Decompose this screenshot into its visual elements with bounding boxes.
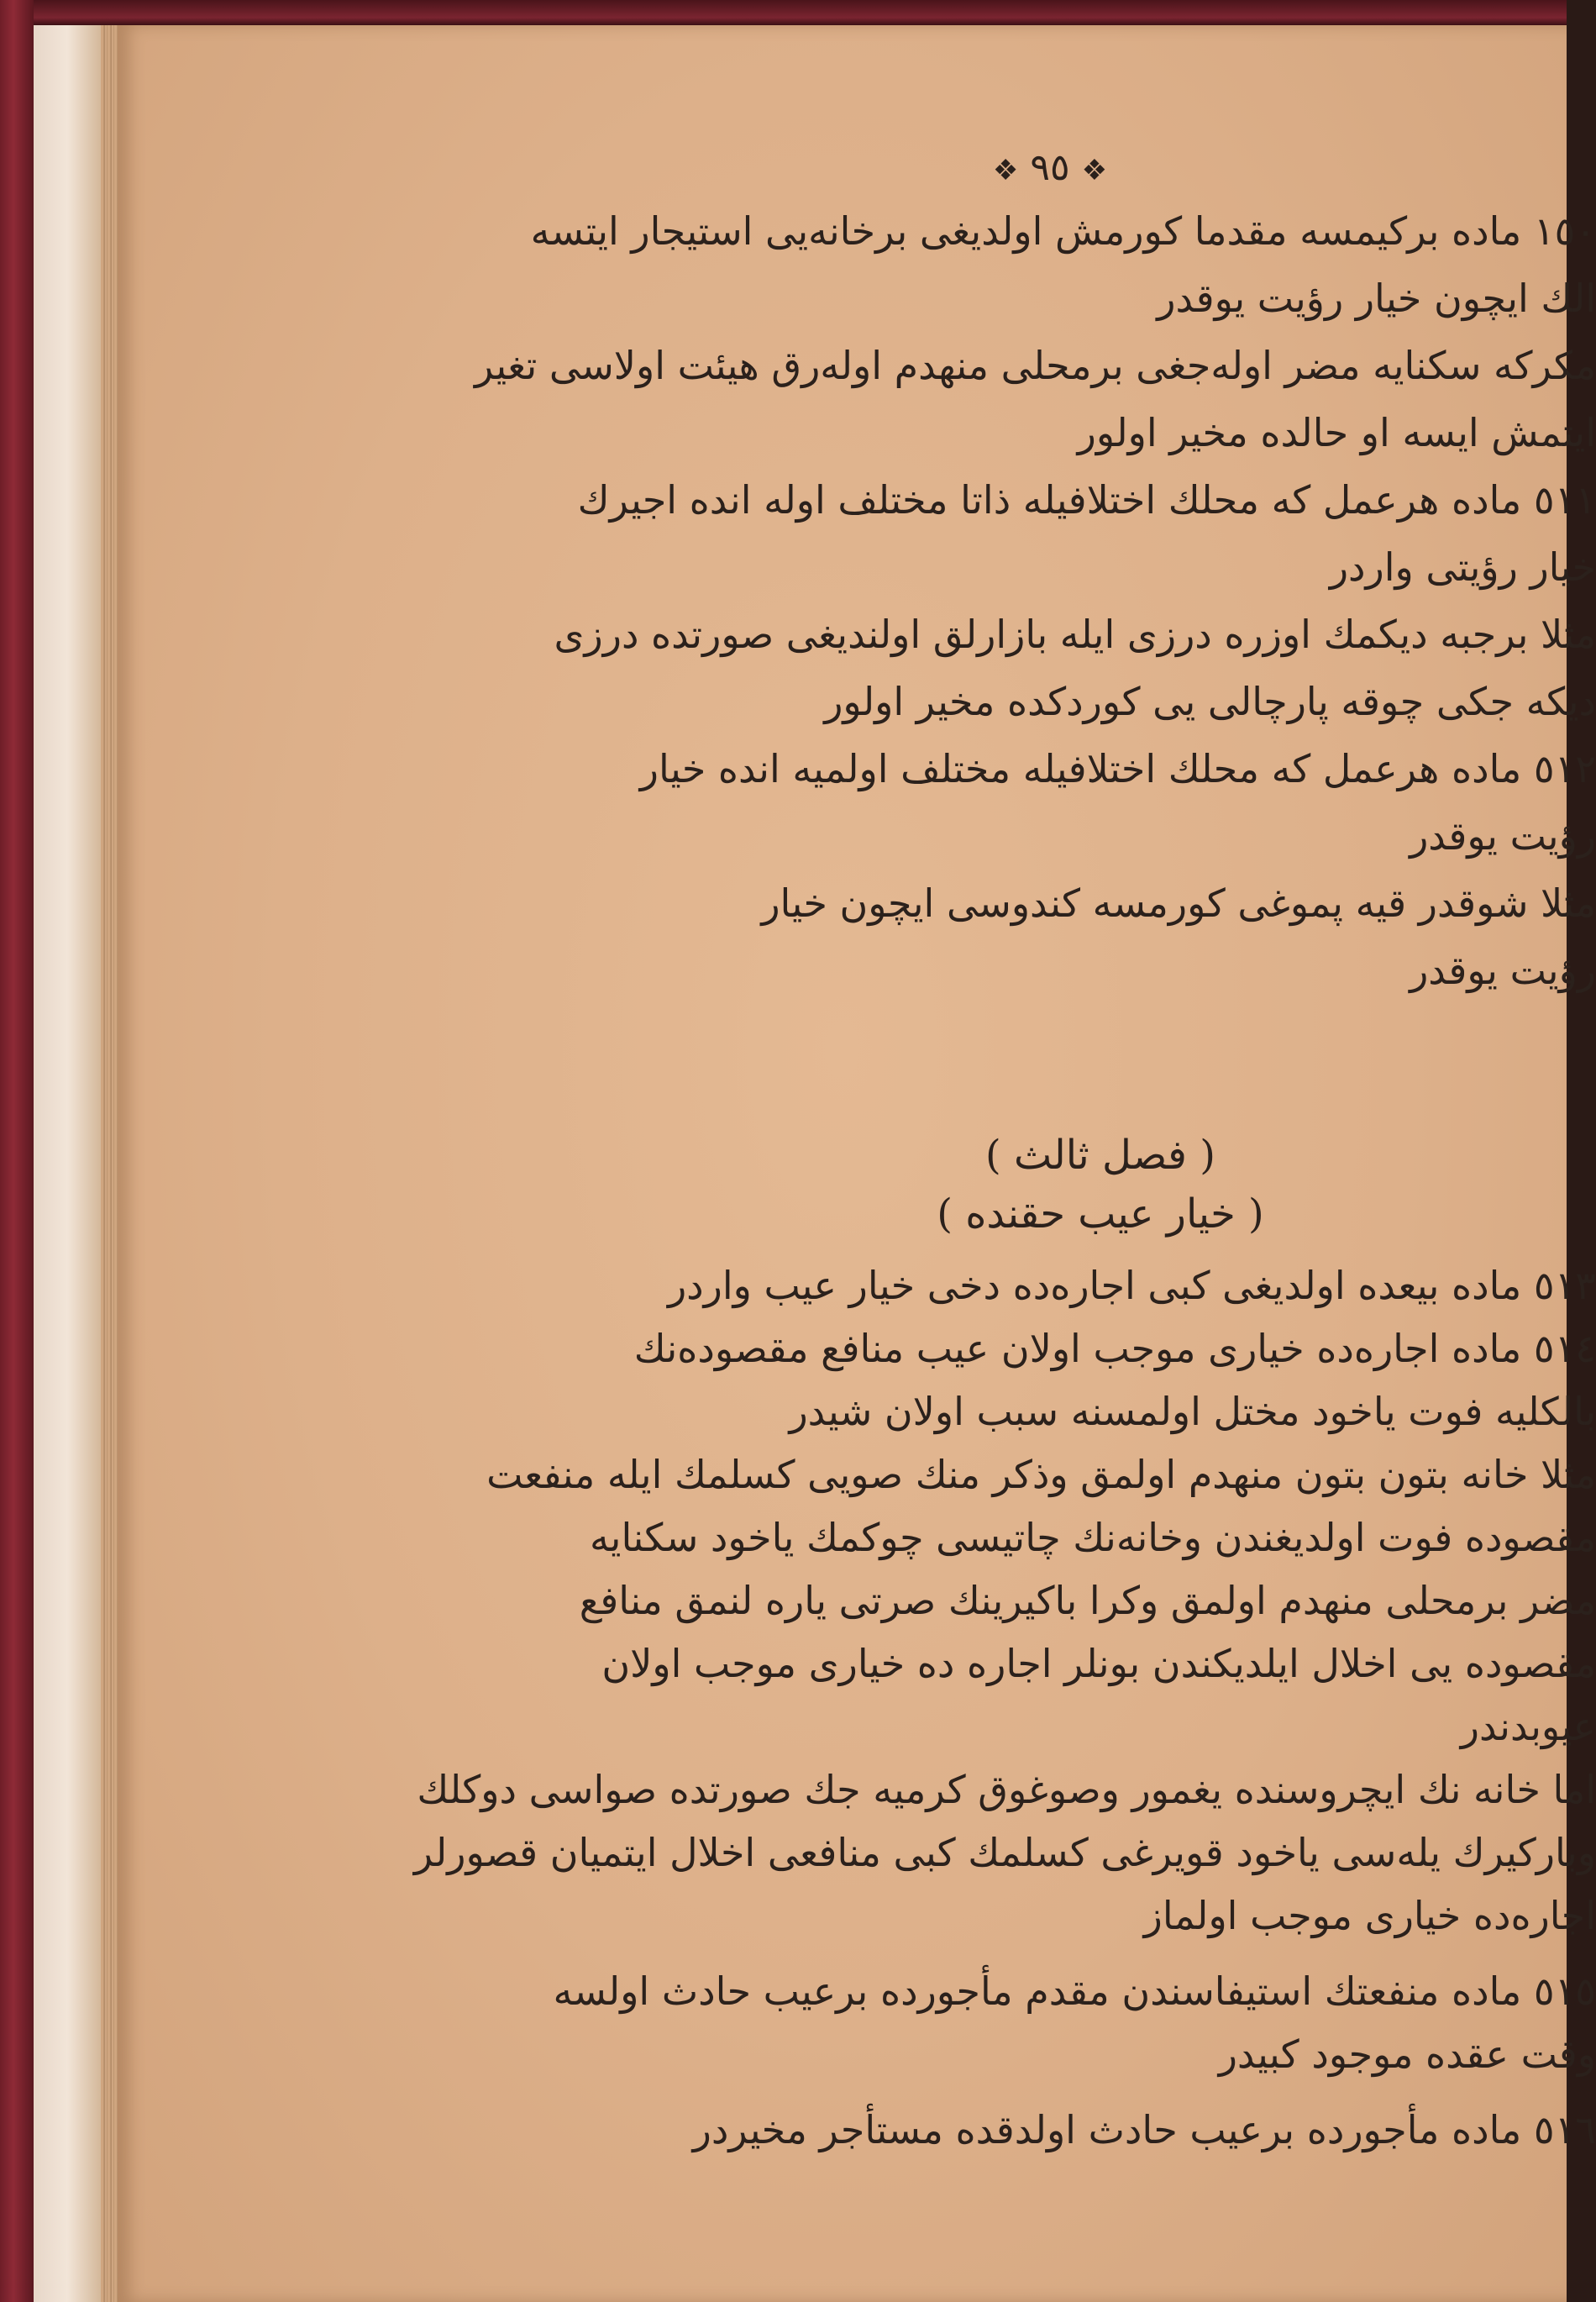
text-line: وباركيرك يله‌سى ياخود قويرغى كسلمك كبى منافعى اخلال ايتميان قصورلر <box>413 1830 1596 1875</box>
text-line: ديكه جكى چوقه پارچالى يى كوردكده مخير اولور <box>824 679 1596 724</box>
text-line: ٥١٥ ماده منفعتك استيفاسندن مقدم مأجورده برعيب حادث اولسه <box>553 1968 1596 2014</box>
text-line: ٥١٢ ماده هرعمل كه محلك اختلافيله مختلف اولميه انده خيار <box>639 746 1596 791</box>
ornament-icon: ❖ <box>1081 153 1108 187</box>
section-subtitle: ( خيار عيب حقنده ) <box>937 1190 1264 1238</box>
text-line: مكركه سكنايه مضر اوله‌جغى برمحلى منهدم اوله‌رق هيئت اولاسى تغير <box>474 343 1596 388</box>
facing-page-edge <box>34 25 101 2302</box>
text-line: مثلا برجبه ديكمك اوزره درزى ايله بازارلق اولنديغى صورتده درزى <box>554 612 1596 657</box>
text-line: عيوبدندر <box>1460 1704 1596 1749</box>
section-title: ( فصل ثالث ) <box>985 1132 1215 1179</box>
text-line: مقصوده فوت اولديغندن وخانه‌نك چاتيسى چوكمك ياخود سكنايه <box>590 1515 1596 1560</box>
text-line: خيار رؤيتى واردر <box>1329 544 1596 590</box>
text-line: ٥١٦ ماده مأجورده برعيب حادث اولدقده مستأجر مخيردر <box>692 2107 1596 2152</box>
text-line: وقت عقده موجود كبيدر <box>1218 2031 1596 2077</box>
text-line: مثلا شوقدر قيه پموغى كورمسه كندوسى ايچون خيار <box>761 880 1596 926</box>
book-binding-spine <box>0 0 34 2302</box>
text-line: ٥١١ ماده هرعمل كه محلك اختلافيله ذاتا مختلف اوله انده اجيرك <box>577 477 1596 523</box>
text-line: اما خانه نك ايچروسنده يغمور وصوغوق كرميه جك صورتده صواسى دوكلك <box>417 1767 1596 1812</box>
ornament-icon: ❖ <box>992 153 1019 187</box>
book-page <box>118 25 1596 2302</box>
text-line: مقصوده يى اخلال ايلديكندن بونلر اجاره ده خيارى موجب اولان <box>601 1641 1596 1686</box>
text-line: الك ايچون خيار رؤيت يوقدر <box>1157 276 1596 321</box>
text-line: مثلا خانه بتون بتون منهدم اولمق وذكر منك صويى كسلمك ايله منفعت <box>486 1452 1596 1497</box>
text-line: اجاره‌ده خيارى موجب اولماز <box>1143 1893 1596 1938</box>
text-line: مضر برمحلى منهدم اولمق وكرا باكيرينك صرتى ياره لنمق منافع <box>579 1578 1596 1623</box>
text-line: رؤيت يوقدر <box>1410 813 1596 859</box>
page-number-header <box>966 139 1134 197</box>
text-line: ٥١٤ ماده اجاره‌ده خيارى موجب اولان عيب منافع مقصوده‌نك <box>633 1326 1596 1371</box>
text-line: ٥١٣ ماده بيعده اولديغى كبى اجاره‌ده دخى خيار عيب واردر <box>667 1263 1596 1308</box>
text-line: ايتمش ايسه او حالده مخير اولور <box>1077 410 1596 455</box>
text-line: ١٥٠ ماده بركيمسه مقدما كورمش اولديغى برخانه‌يى استيجار ايتسه <box>530 208 1596 254</box>
text-line: بالكليه فوت ياخود مختل اولمسنه سبب اولان شيدر <box>789 1389 1596 1434</box>
text-line: رؤيت يوقدر <box>1410 948 1596 993</box>
book-binding-top <box>0 0 1567 25</box>
page-number: ٩٥ <box>1030 146 1070 189</box>
